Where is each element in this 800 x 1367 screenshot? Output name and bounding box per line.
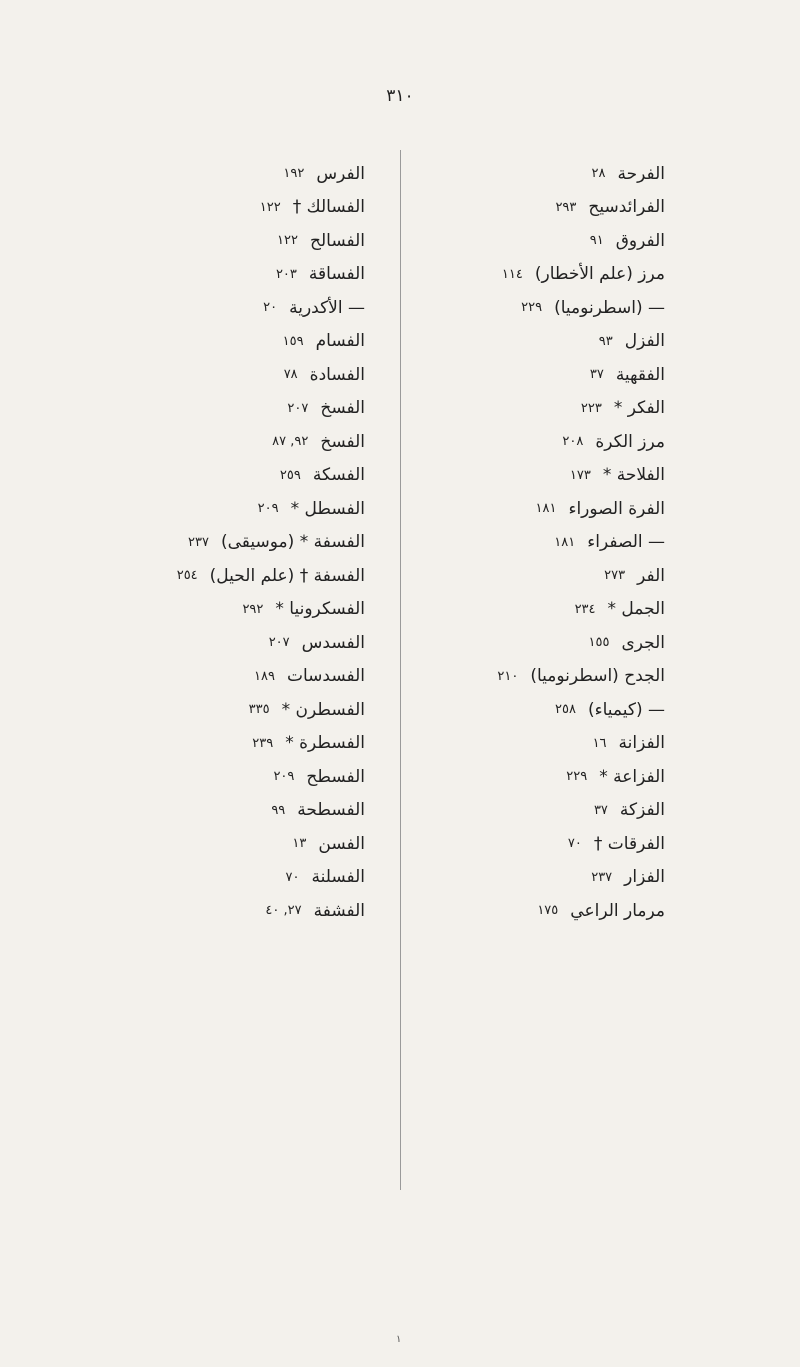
index-term: الفقهية [615,364,665,385]
index-entry [420,794,665,828]
page-reference: ١٨١ [554,534,576,550]
index-term: الفسخ [320,431,365,452]
page-reference: ٢٠٧ [287,400,309,416]
index-term: الفسدس [301,632,365,653]
footer-mark: ١ [396,1334,402,1345]
index-term: الفرة الصوراء [568,498,665,519]
index-entry [120,861,365,895]
index-term: الجرى [621,632,665,653]
page-reference: ١٧٥ [537,903,559,919]
page-reference: ١٦ [592,735,607,751]
page-reference: ٣٧ [593,802,608,818]
page-reference: ١٩٢ [283,166,305,182]
index-term: الجدح (اسطرنوميا) [530,666,665,687]
index-term: — الأكدرية [289,297,365,318]
index-entry [120,626,365,660]
index-entry [120,727,365,761]
index-term: الفسطل * [290,498,365,519]
index-entry [420,392,665,426]
page-reference: ٢٠٨ [562,434,584,450]
index-entry [420,157,665,191]
page-number: ٣١٠ [386,86,414,106]
index-term: الفسطح [306,766,365,787]
page-reference: ٢٨ [591,166,606,182]
index-term: — الصفراء [587,532,665,553]
page-reference: ٢٩٢ [242,601,264,617]
index-entry [420,425,665,459]
page-reference: ٢٢٩ [521,300,543,316]
page-reference: ٢٧٣ [604,568,626,584]
index-entry [120,291,365,325]
page-reference: ٩٢, ٨٧ [272,434,309,450]
index-term: الفزار [624,867,665,888]
page-reference: ٢١٠ [497,668,519,684]
index-column-left [120,157,365,928]
page-reference: ٢٠٧ [268,635,290,651]
index-entry [120,827,365,861]
page-reference: ٢٠٩ [257,501,279,517]
index-term: الفروق [615,230,665,251]
index-entry [420,224,665,258]
index-term: الفسكرونيا * [275,599,365,620]
page-reference: ١٨٩ [254,668,275,684]
index-term: مرز (علم الأخطار) [534,264,665,285]
page-reference: ٢٩٣ [555,199,577,215]
index-entry [120,660,365,694]
index-entry [420,291,665,325]
page-reference: ٢٣٩ [252,735,274,751]
index-term: الفكر * [613,398,665,419]
index-term: الفسام [315,331,365,352]
index-term: الفزانة [618,733,665,754]
index-term: — (اسطرنوميا) [554,297,665,318]
page-reference: ١٨١ [535,501,557,517]
index-term: الفزل [624,331,665,352]
index-term: الفسفة * (موسيقى) [221,532,365,553]
index-entry [420,459,665,493]
index-entry [120,325,365,359]
index-entry [420,258,665,292]
index-entry [420,861,665,895]
page-reference: ٩١ [589,233,604,249]
page-reference: ٧٠ [567,836,582,852]
page-reference: ١٧٣ [569,467,591,483]
index-term: الفزاعة * [599,766,665,787]
page-reference: ٣٣٥ [248,702,270,718]
index-entry [420,760,665,794]
index-term: الفسن [318,833,365,854]
page-reference: ١٣ [292,836,307,852]
page-reference: ٢٣٧ [188,534,209,550]
index-entry [120,392,365,426]
page-reference: ٢٣٤ [574,601,596,617]
index-term: الفسلنة [311,867,365,888]
index-entry [120,693,365,727]
index-column-right [420,157,665,928]
index-term: الفسطرة * [285,733,365,754]
index-term: الفرقات † [593,833,665,854]
index-entry [120,224,365,258]
page-reference: ٢٠٣ [275,266,297,282]
index-entry [120,191,365,225]
index-term: الفزكة [619,800,665,821]
index-term: الفسفة † (علم الحيل) [209,565,365,586]
page-reference: ٢٢٣ [580,400,602,416]
index-entry [420,559,665,593]
index-entry [120,492,365,526]
index-entry [420,827,665,861]
page-reference: ٢٣٧ [591,869,613,885]
index-entry [120,459,365,493]
index-entry [120,760,365,794]
index-entry [120,258,365,292]
index-term: الفشفة [313,900,365,921]
index-entry [420,727,665,761]
index-term: الفسطحة [297,800,365,821]
index-entry [420,325,665,359]
index-term: مرز الكرة [595,431,665,452]
index-term: الفلاحة * [602,465,665,486]
page-reference: ٢٥٩ [279,467,301,483]
page-reference: ١١٤ [501,266,523,282]
index-entry [420,693,665,727]
page-reference: ٩٩ [271,802,286,818]
index-term: الفسادة [309,364,365,385]
index-term: الفسالح [309,230,365,251]
index-term: الفسالك † [292,197,365,218]
page-reference: ٢٥٨ [555,702,576,718]
page-reference: ٢٠٩ [273,769,295,785]
index-entry [120,425,365,459]
index-entry [120,559,365,593]
index-entry [420,492,665,526]
index-entry [120,593,365,627]
index-entry [420,593,665,627]
index-term: الفسطرن * [281,699,365,720]
index-entry [120,794,365,828]
index-entry [420,660,665,694]
page-reference: ٩٣ [598,333,613,349]
index-entry [420,894,665,928]
index-term: الفرحة [617,163,665,184]
index-term: الفرائدسيح [588,197,665,218]
page-reference: ٢٠ [263,300,278,316]
index-entry [120,894,365,928]
index-term: الجمل * [607,599,665,620]
index-term: الفسدسات [286,666,365,687]
page-reference: ٢٢٩ [566,769,588,785]
index-term: مرمار الراعي [570,900,665,921]
page-reference: ٢٧, ٤٠ [265,903,302,919]
index-term: الفساقة [308,264,365,285]
page-reference: ٧٨ [283,367,298,383]
column-divider [400,150,401,1190]
index-entry [120,358,365,392]
index-entry [420,526,665,560]
index-term: الفر [637,565,665,586]
page-reference: ١٢٢ [259,199,281,215]
index-term: الفرس [316,163,365,184]
index-entry [120,526,365,560]
index-term: الفسكة [312,465,365,486]
page-reference: ١٥٩ [282,333,304,349]
page-reference: ١٥٥ [588,635,610,651]
index-entry [120,157,365,191]
index-entry [420,191,665,225]
page-reference: ٣٧ [589,367,604,383]
page-reference: ٢٥٤ [176,568,198,584]
index-term: الفسخ [320,398,365,419]
page-reference: ١٢٢ [277,233,298,249]
index-term: — (كيمياء) [587,699,665,720]
index-entry [420,358,665,392]
index-entry [420,626,665,660]
page-reference: ٧٠ [285,869,300,885]
